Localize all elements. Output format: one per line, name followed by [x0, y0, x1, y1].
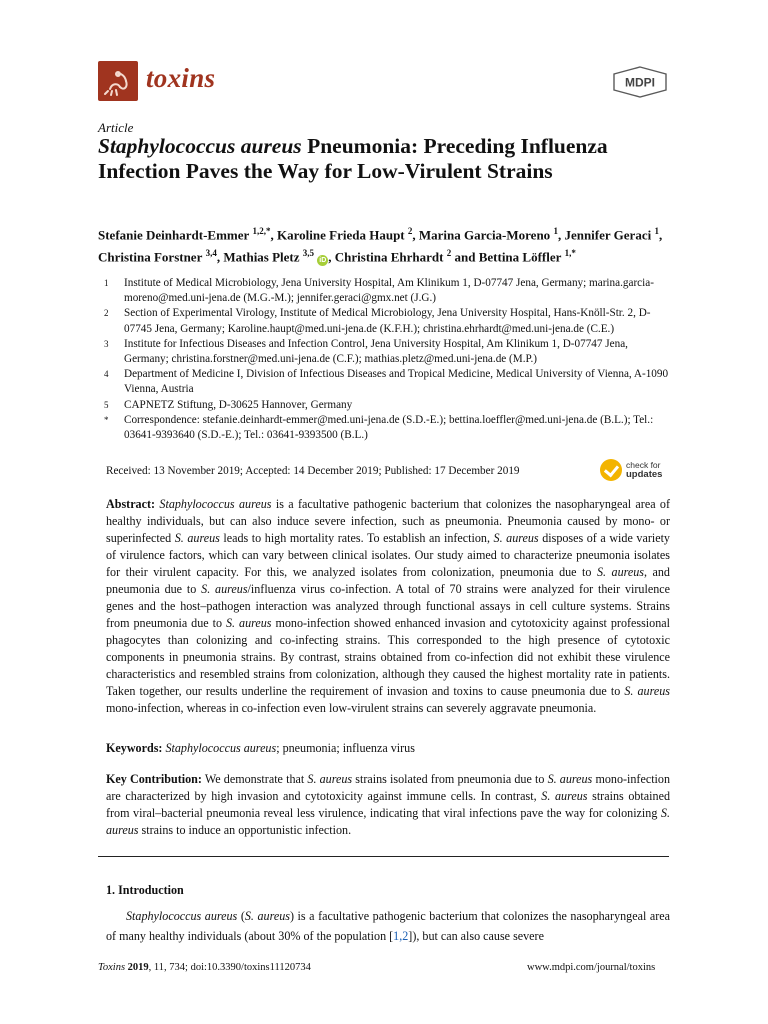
italic-term: S. aureus	[106, 806, 670, 837]
affiliation-item	[104, 276, 674, 306]
paragraph-label: Key Contribution:	[106, 772, 202, 786]
author-affiliation-sup: 3,4	[205, 248, 217, 259]
text-run: , and pneumonia due to	[106, 565, 670, 596]
italic-term: S. aureus	[225, 616, 272, 630]
affiliation-number: *	[104, 414, 109, 425]
paragraph-label: Keywords:	[106, 741, 163, 755]
affiliation-text: Correspondence: stefanie.deinhardt-emmer@med.uni-jena.de (S.D.-E.); bettina.loeffler@med.uni-jena.de (B.L.); Tel.: 03641-9393640 (S.D.-E.); Tel.: 03641-9393500 (B.L.)	[124, 413, 654, 442]
check-updates-button[interactable]	[600, 459, 662, 481]
article-type: Article	[98, 120, 134, 135]
italic-term: S. aureus	[624, 684, 670, 698]
author-name: Stefanie Deinhardt-Emmer	[98, 227, 253, 243]
text-run: (	[237, 909, 245, 923]
journal-logo-icon	[98, 61, 138, 101]
author-affiliation-sup: 1	[654, 226, 659, 236]
author-affiliation-sup: 3,5	[302, 248, 315, 259]
affiliation-number: 4	[104, 369, 109, 380]
check-icon	[600, 459, 622, 481]
italic-term: S. aureus	[596, 565, 644, 579]
author-list: Stefanie Deinhardt-Emmer $^{1,2,*}$, Karoline Frieda Haupt $^2$, Marina Garcia-Moreno $^1$, Jennifer Geraci $^1$, Christina Forstner $^{3,4}$, Mathias Pletz $^{3,5}$ iD , Christina Ehrhardt $^2$ and Bettina Löffler $^{1,*}$	[98, 226, 663, 265]
footer-citation	[98, 962, 311, 973]
affiliation-item	[104, 398, 674, 413]
author-affiliation-sup: 1,2,*	[252, 226, 271, 236]
text-run: strains isolated from pneumonia due to	[352, 772, 548, 786]
text-run: mono-infection are characterized by high invasion and cytotoxicity against immune cells. In contrast,	[106, 772, 671, 803]
italic-term: S. aureus	[493, 531, 539, 545]
text-run: ; pneumonia; influenza virus	[276, 741, 415, 755]
text-run: We demonstrate that	[201, 772, 308, 786]
text-run: is a facultative pathogenic bacterium that colonizes the nasopharyngeal area of healthy individuals, but can also induce severe infection, such as pneumonia. Pneumonia caused by mono- or superinfected	[106, 497, 670, 545]
text-run: mono-infection showed enhanced invasion and cytotoxicity against professional phagocytes than colonizing and co-infecting strains. This corresponded to the high presence of cytotoxic components in pneumonia strains. By contrast, strains obtained from co-infection did not exhibit these virulence characteristics and resembled strains from colonization, although they caused the highest mortality rate in patients. Taken together, our results underline the requirement of invasion and toxins to cause pneumonia due to	[106, 616, 670, 698]
affiliation-item	[104, 337, 674, 367]
italic-term: S. aureus	[174, 531, 220, 545]
section-paragraph	[106, 906, 670, 946]
author-name: Bettina Löffler	[478, 249, 565, 265]
key-contribution	[106, 771, 670, 839]
check-updates-line2: updates	[626, 469, 663, 480]
author-affiliation-sup: 2	[446, 248, 452, 259]
italic-term: S. aureus	[307, 772, 353, 786]
affiliation-text: Institute for Infectious Diseases and Infection Control, Jena University Hospital, Am Klinikum 1, D-07747 Jena, Germany; christina.forstner@med.uni-jena.de (C.F.); mathias.pletz@med.uni-jena.de (M.P.)	[124, 337, 628, 366]
author-name: Karoline Frieda Haupt	[277, 227, 408, 243]
affiliation-text: Department of Medicine I, Division of Infectious Diseases and Tropical Medicine, Medical University of Vienna, A-1090 Vienna, Austria	[124, 368, 669, 396]
text-run: /influenza virus co-infection. A total of 70 strains were analyzed for their virulence genes and the host–pathogen interaction was analyzed through functional assays in cell culture systems. Strains from pneumonia due to	[106, 582, 670, 630]
affiliation-item	[104, 367, 674, 397]
text-run: ) is a facultative pathogenic bacterium that colonizes the nasopharyngeal area of many healthy individuals (about 30% of the population [	[106, 909, 670, 943]
italic-term: S. aureus	[244, 909, 290, 923]
footer-citation-rest: , 11, 734; doi:10.3390/toxins11120734	[148, 962, 311, 973]
affiliation-item	[104, 306, 674, 336]
affiliation-item	[104, 413, 674, 443]
text-run: strains to induce an opportunistic infection.	[138, 823, 352, 837]
publisher-name: MDPI	[625, 75, 655, 90]
divider	[98, 856, 669, 857]
author-name: Christina Forstner	[98, 249, 206, 265]
title-rest: Pneumonia: Preceding Influenza Infection Paves the Way for Low-Virulent Strains	[98, 134, 608, 183]
citation-link[interactable]: 1,2	[393, 929, 409, 943]
footer-url[interactable]: www.mdpi.com/journal/toxins	[527, 962, 656, 973]
italic-term: S. aureus	[201, 582, 248, 596]
title-italic: Staphylococcus aureus	[98, 134, 302, 158]
author-affiliation-sup: 2	[407, 226, 413, 236]
author-affiliation-sup: 1	[553, 226, 558, 236]
keywords	[106, 740, 670, 757]
section-heading: 1. Introduction	[106, 883, 184, 897]
text-run: disposes of a wide variety of virulence factors, which can vary between clinical isolates. Our study aimed to characterize pneumonia isolates for their virulent capacity. For this, we analyzed isolates from colonization, pneumonia due to	[106, 531, 670, 579]
affiliation-text: Institute of Medical Microbiology, Jena University Hospital, Am Klinikum 1, D-07747 Jena, Germany; marina.garcia-moreno@med.uni-jena.de (M.G.-M.); jennifer.geraci@gmx.net (J.G.)	[124, 277, 654, 305]
abstract	[106, 496, 670, 717]
author-name: Christina Ehrhardt	[334, 249, 447, 265]
italic-term: S. aureus	[541, 789, 588, 803]
orcid-icon[interactable]: iD	[319, 256, 327, 264]
affiliation-text: CAPNETZ Stiftung, D-30625 Hannover, Germany	[124, 398, 353, 411]
affiliations	[104, 276, 674, 443]
affiliation-number: 5	[104, 399, 109, 410]
page-title	[98, 134, 658, 184]
italic-term: S. aureus	[547, 772, 593, 786]
affiliation-number: 3	[104, 338, 109, 349]
publication-dates: Received: 13 November 2019; Accepted: 14 December 2019; Published: 17 December 2019	[106, 465, 520, 477]
publisher-logo	[612, 66, 668, 98]
text-run: strains obtained from viral–bacterial pneumonia reveal less virulence, indicating that viral infections pave the way for colonizing	[106, 789, 670, 820]
affiliation-text: Section of Experimental Virology, Institute of Medical Microbiology, Jena University Hospital, Hans-Knöll-Str. 2, D-07745 Jena, Germany; Karoline.haupt@med.uni-jena.de (K.F.H.); christina.ehrhardt@med.uni-jena.de (C.E.)	[124, 307, 651, 335]
author-affiliation-sup: 1,*	[564, 248, 576, 259]
italic-term: Staphylococcus aureus	[126, 909, 238, 923]
author-name: Mathias Pletz	[223, 249, 303, 265]
footer-journal: Toxins	[98, 962, 126, 973]
italic-term: Staphylococcus aureus	[165, 741, 277, 755]
text-run: mono-infection, whereas in co-infection even low-virulent strains can severely aggravate pneumonia.	[106, 701, 597, 715]
paragraph-label: Abstract:	[106, 497, 156, 511]
affiliation-number: 1	[104, 278, 109, 288]
footer-year: 2019	[127, 962, 149, 973]
author-name: Jennifer Geraci	[564, 227, 655, 243]
text-run: leads to high mortality rates. To establish an infection,	[219, 531, 494, 545]
check-updates-line1: check for	[626, 460, 661, 470]
author-name: Marina Garcia-Moreno	[418, 227, 554, 243]
text-run: ]), but can also cause severe	[408, 929, 544, 943]
affiliation-number: 2	[104, 308, 109, 319]
italic-term: Staphylococcus aureus	[159, 497, 272, 511]
journal-name: toxins	[146, 63, 216, 93]
